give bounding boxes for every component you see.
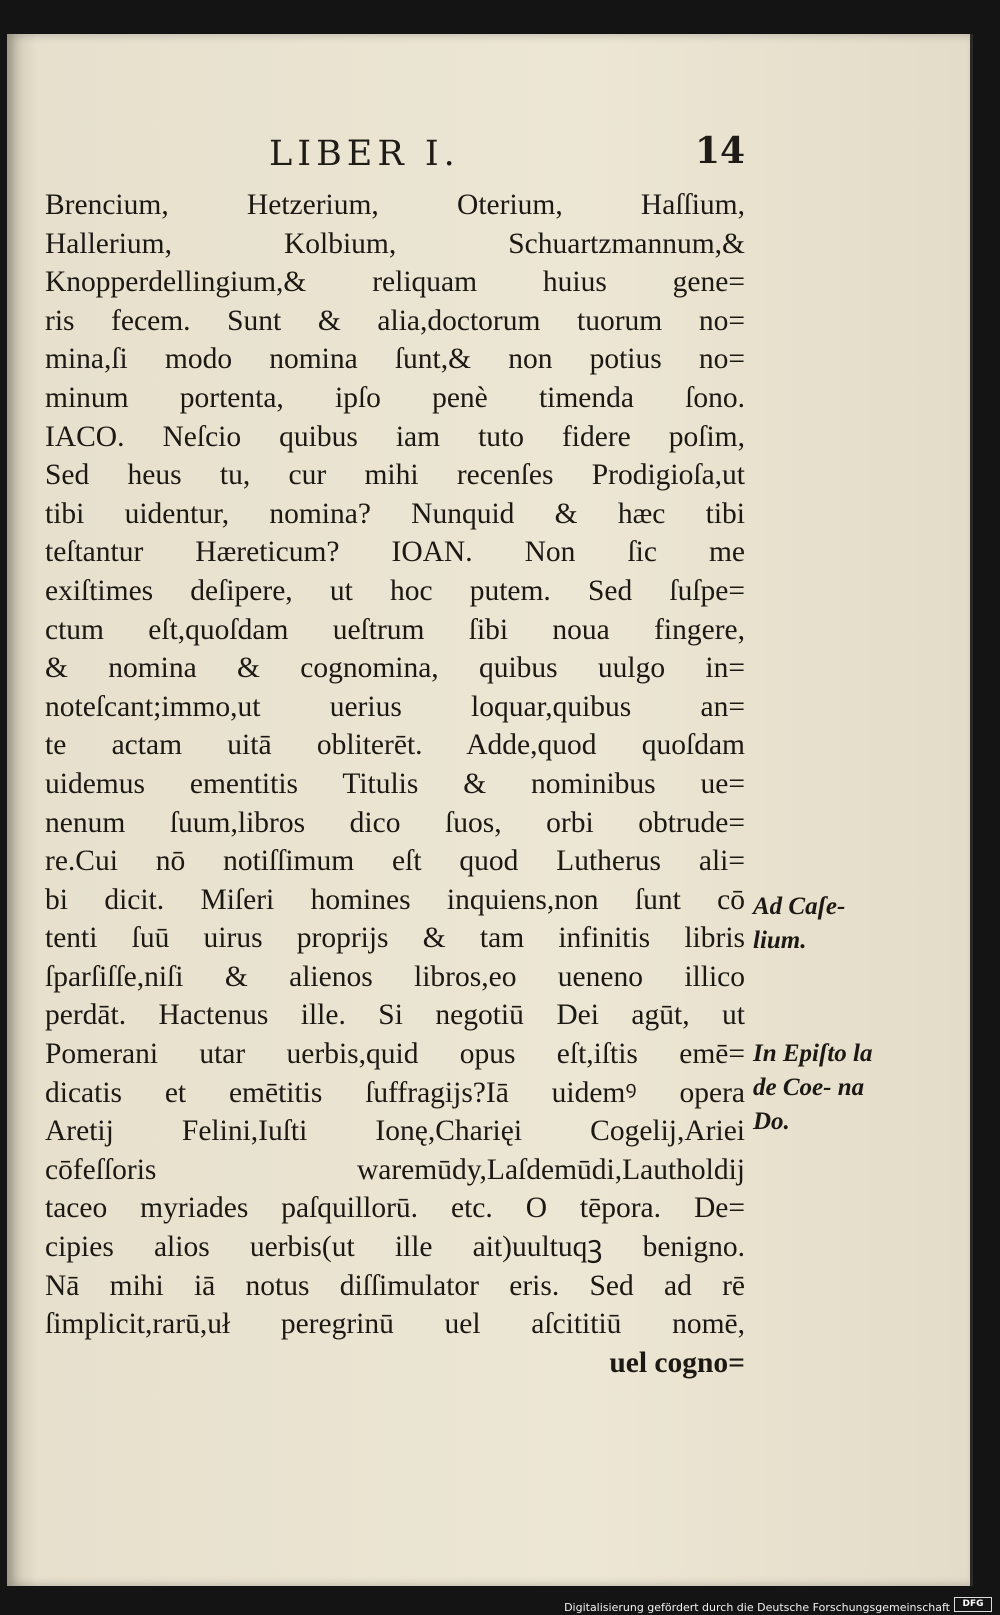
text-line: teſtantur Hæreticum? IOAN. Non ſic me bbox=[45, 536, 745, 569]
body-text bbox=[45, 186, 745, 1382]
text-line: cipies alios uerbis(ut ille ait)uultuqꝫ benigno. bbox=[45, 1231, 745, 1264]
text-line: te actam uitā obliterēt. Adde,quod quoſdam bbox=[45, 729, 745, 762]
dfg-logo: DFG bbox=[954, 1597, 992, 1612]
text-line: Nā mihi iā notus diſſimulator eris. Sed ad rē bbox=[45, 1269, 745, 1302]
text-line: taceo myriades paſquillorū. etc. O tēpora. De= bbox=[45, 1192, 745, 1225]
text-line: Brencium, Hetzerium, Oterium, Haſſium, bbox=[45, 189, 745, 221]
text-line: dicatis et emētitis ſuffragijs?Iā uidemꝰ opera bbox=[45, 1076, 745, 1109]
text-line: cōfeſſoris waremūdy,Laſdemūdi,Lautholdij bbox=[45, 1153, 745, 1186]
text-line: perdāt. Hactenus ille. Si negotiū Dei agūt, ut bbox=[45, 999, 745, 1032]
text-line: ſparſiſſe,niſi & alienos libros,eo ueneno illico bbox=[45, 960, 745, 993]
digitization-credit: Digitalisierung gefördert durch die Deutsche Forschungsgemeinschaft bbox=[564, 1601, 950, 1614]
text-line: ſimplicit,rarū,uł peregrinū uel aſcititiū nomē, bbox=[45, 1308, 745, 1341]
text-line: bi dicit. Miſeri homines inquiens,non ſunt cō bbox=[45, 883, 745, 916]
text-line: Aretij Felini,Iuſti Ionę,Charięi Cogelij,Ariei bbox=[45, 1115, 745, 1148]
running-head: LIBER I. bbox=[269, 134, 460, 174]
text-line: Knopperdellingium,& reliquam huius gene= bbox=[45, 266, 745, 299]
text-line: minum portenta, ipſo penè timenda ſono. bbox=[45, 381, 745, 414]
margin-note-in-epistola: In Epiſto la de Coe- na Do. bbox=[753, 1040, 873, 1135]
text-line: IACO. Neſcio quibus iam tuto fidere poſim, bbox=[45, 420, 745, 453]
text-line: Pomerani utar uerbis,quid opus eſt,iſtis emē= bbox=[45, 1038, 745, 1071]
book-page bbox=[7, 34, 973, 1586]
text-line: Hallerium, Kolbium, Schuartzmannum,& bbox=[45, 227, 745, 260]
text-line: noteſcant;immo,ut uerius loquar,quibus an= bbox=[45, 690, 745, 723]
margin-note-ad-caselium: Ad Caſe- lium. bbox=[753, 893, 846, 954]
text-line: Sed heus tu, cur mihi recenſes Prodigioſa,ut bbox=[45, 459, 745, 492]
text-line: ctum eſt,quoſdam ueſtrum ſibi noua fingere, bbox=[45, 613, 745, 646]
text-line: tenti ſuū uirus proprijs & tam infinitis libris bbox=[45, 922, 745, 955]
catchword: uel cogno= bbox=[609, 1346, 745, 1379]
text-line: re.Cui nō notiſſimum eſt quod Lutherus ali= bbox=[45, 845, 745, 878]
text-line: tibi uidentur, nomina? Nunquid & hæc tibi bbox=[45, 497, 745, 530]
text-line: ris fecem. Sunt & alia,doctorum tuorum no= bbox=[45, 304, 745, 337]
text-line: uidemus ementitis Titulis & nominibus ue= bbox=[45, 767, 745, 800]
text-line: mina,ſi modo nomina ſunt,& non potius no= bbox=[45, 343, 745, 376]
page-number: 14 bbox=[695, 130, 746, 172]
text-line: nenum ſuum,libros dico ſuos, orbi obtrude= bbox=[45, 806, 745, 839]
text-line: exiſtimes deſipere, ut hoc putem. Sed ſuſpe= bbox=[45, 574, 745, 607]
page-header bbox=[7, 130, 970, 178]
text-line: & nomina & cognomina, quibus uulgo in= bbox=[45, 652, 745, 685]
